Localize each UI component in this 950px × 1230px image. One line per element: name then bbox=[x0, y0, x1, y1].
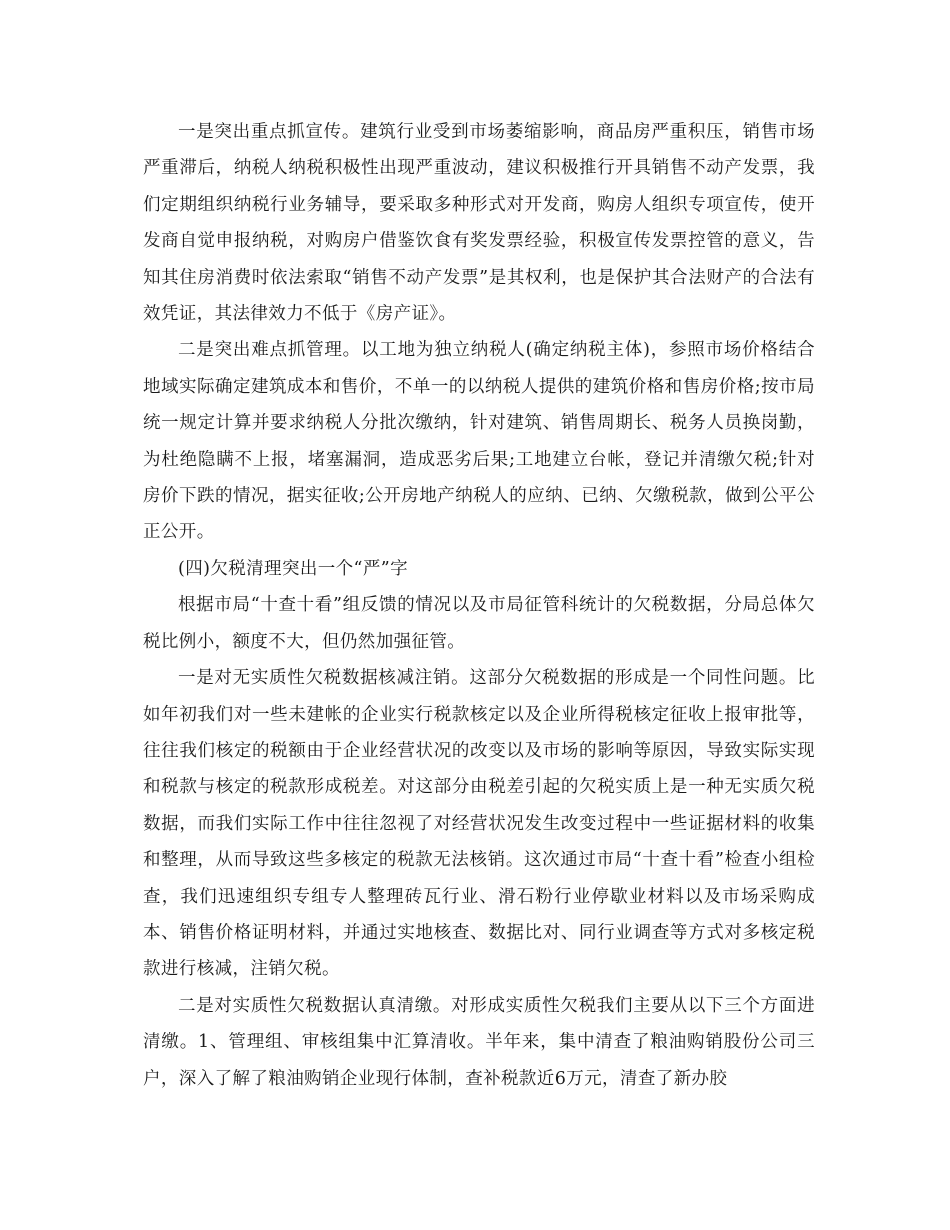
paragraph-non-substantive-arrears: 一是对无实质性欠税数据核减注销。这部分欠税数据的形成是一个同性问题。比如年初我们对一些未建帐的企业实行税款核定以及企业所得税核定征收上报审批等，往往我们核定的税额由于企业经营状况的改变以及市场的影响等原因，导致实际实现和税款与核定的税款形成税差。对这部分由税差引起的欠税实质上是一种无实质欠税数据，而我们实际工作中往往忽视了对经营状况发生改变过程中一些证据材料的收集和整理，从而导致这些多核定的税款无法核销。这次通过市局“十查十看”检查小组检查，我们迅速组织专组专人整理砖瓦行业、滑石粉行业停歇业材料以及市场采购成本、销售价格证明材料，并通过实地核查、数据比对、同行业调查等方式对多核定税款进行核减，注销欠税。 bbox=[143, 668, 815, 980]
paragraph-arrears-overview: 根据市局“十查十看”组反馈的情况以及市局征管科统计的欠税数据，分局总体欠税比例小，额度不大，但仍然加强征管。 bbox=[143, 595, 815, 652]
paragraph-promotion: 一是突出重点抓宣传。建筑行业受到市场萎缩影响，商品房严重积压，销售市场严重滞后，纳税人纳税积极性出现严重波动，建议积极推行开具销售不动产发票，我们定期组织纳税行业务辅导，要采取多种形式对开发商，购房人组织专项宣传，使开发商自觉申报纳税，对购房户借鉴饮食有奖发票经验，积极宣传发票控管的意义，告知其住房消费时依法索取“销售不动产发票”是其权利，也是保护其合法财产的合法有效凭证，其法律效力不低于《房产证》。 bbox=[143, 122, 815, 325]
document-body bbox=[143, 114, 815, 1097]
paragraph-management: 二是突出难点抓管理。以工地为独立纳税人(确定纳税主体)，参照市场价格结合地域实际确定建筑成本和售价，不单一的以纳税人提供的建筑价格和售房价格;按市局统一规定计算并要求纳税人分批次缴纳，针对建筑、销售周期长、税务人员换岗勤，为杜绝隐瞒不上报，堵塞漏洞，造成恶劣后果;工地建立台帐，登记并清缴欠税;针对房价下跌的情况，据实征收;公开房地产纳税人的应纳、已纳、欠缴税款，做到公平公正公开。 bbox=[143, 340, 815, 543]
section-heading-arrears: (四)欠税清理突出一个“严”字 bbox=[178, 558, 409, 579]
paragraph-substantive-arrears: 二是对实质性欠税数据认真清缴。对形成实质性欠税我们主要从以下三个方面进清缴。1、管理组、审核组集中汇算清收。半年来，集中清查了粮油购销股份公司三户，深入了解了粮油购销企业现行体制，查补税款近6万元，清查了新办胶 bbox=[143, 995, 815, 1089]
